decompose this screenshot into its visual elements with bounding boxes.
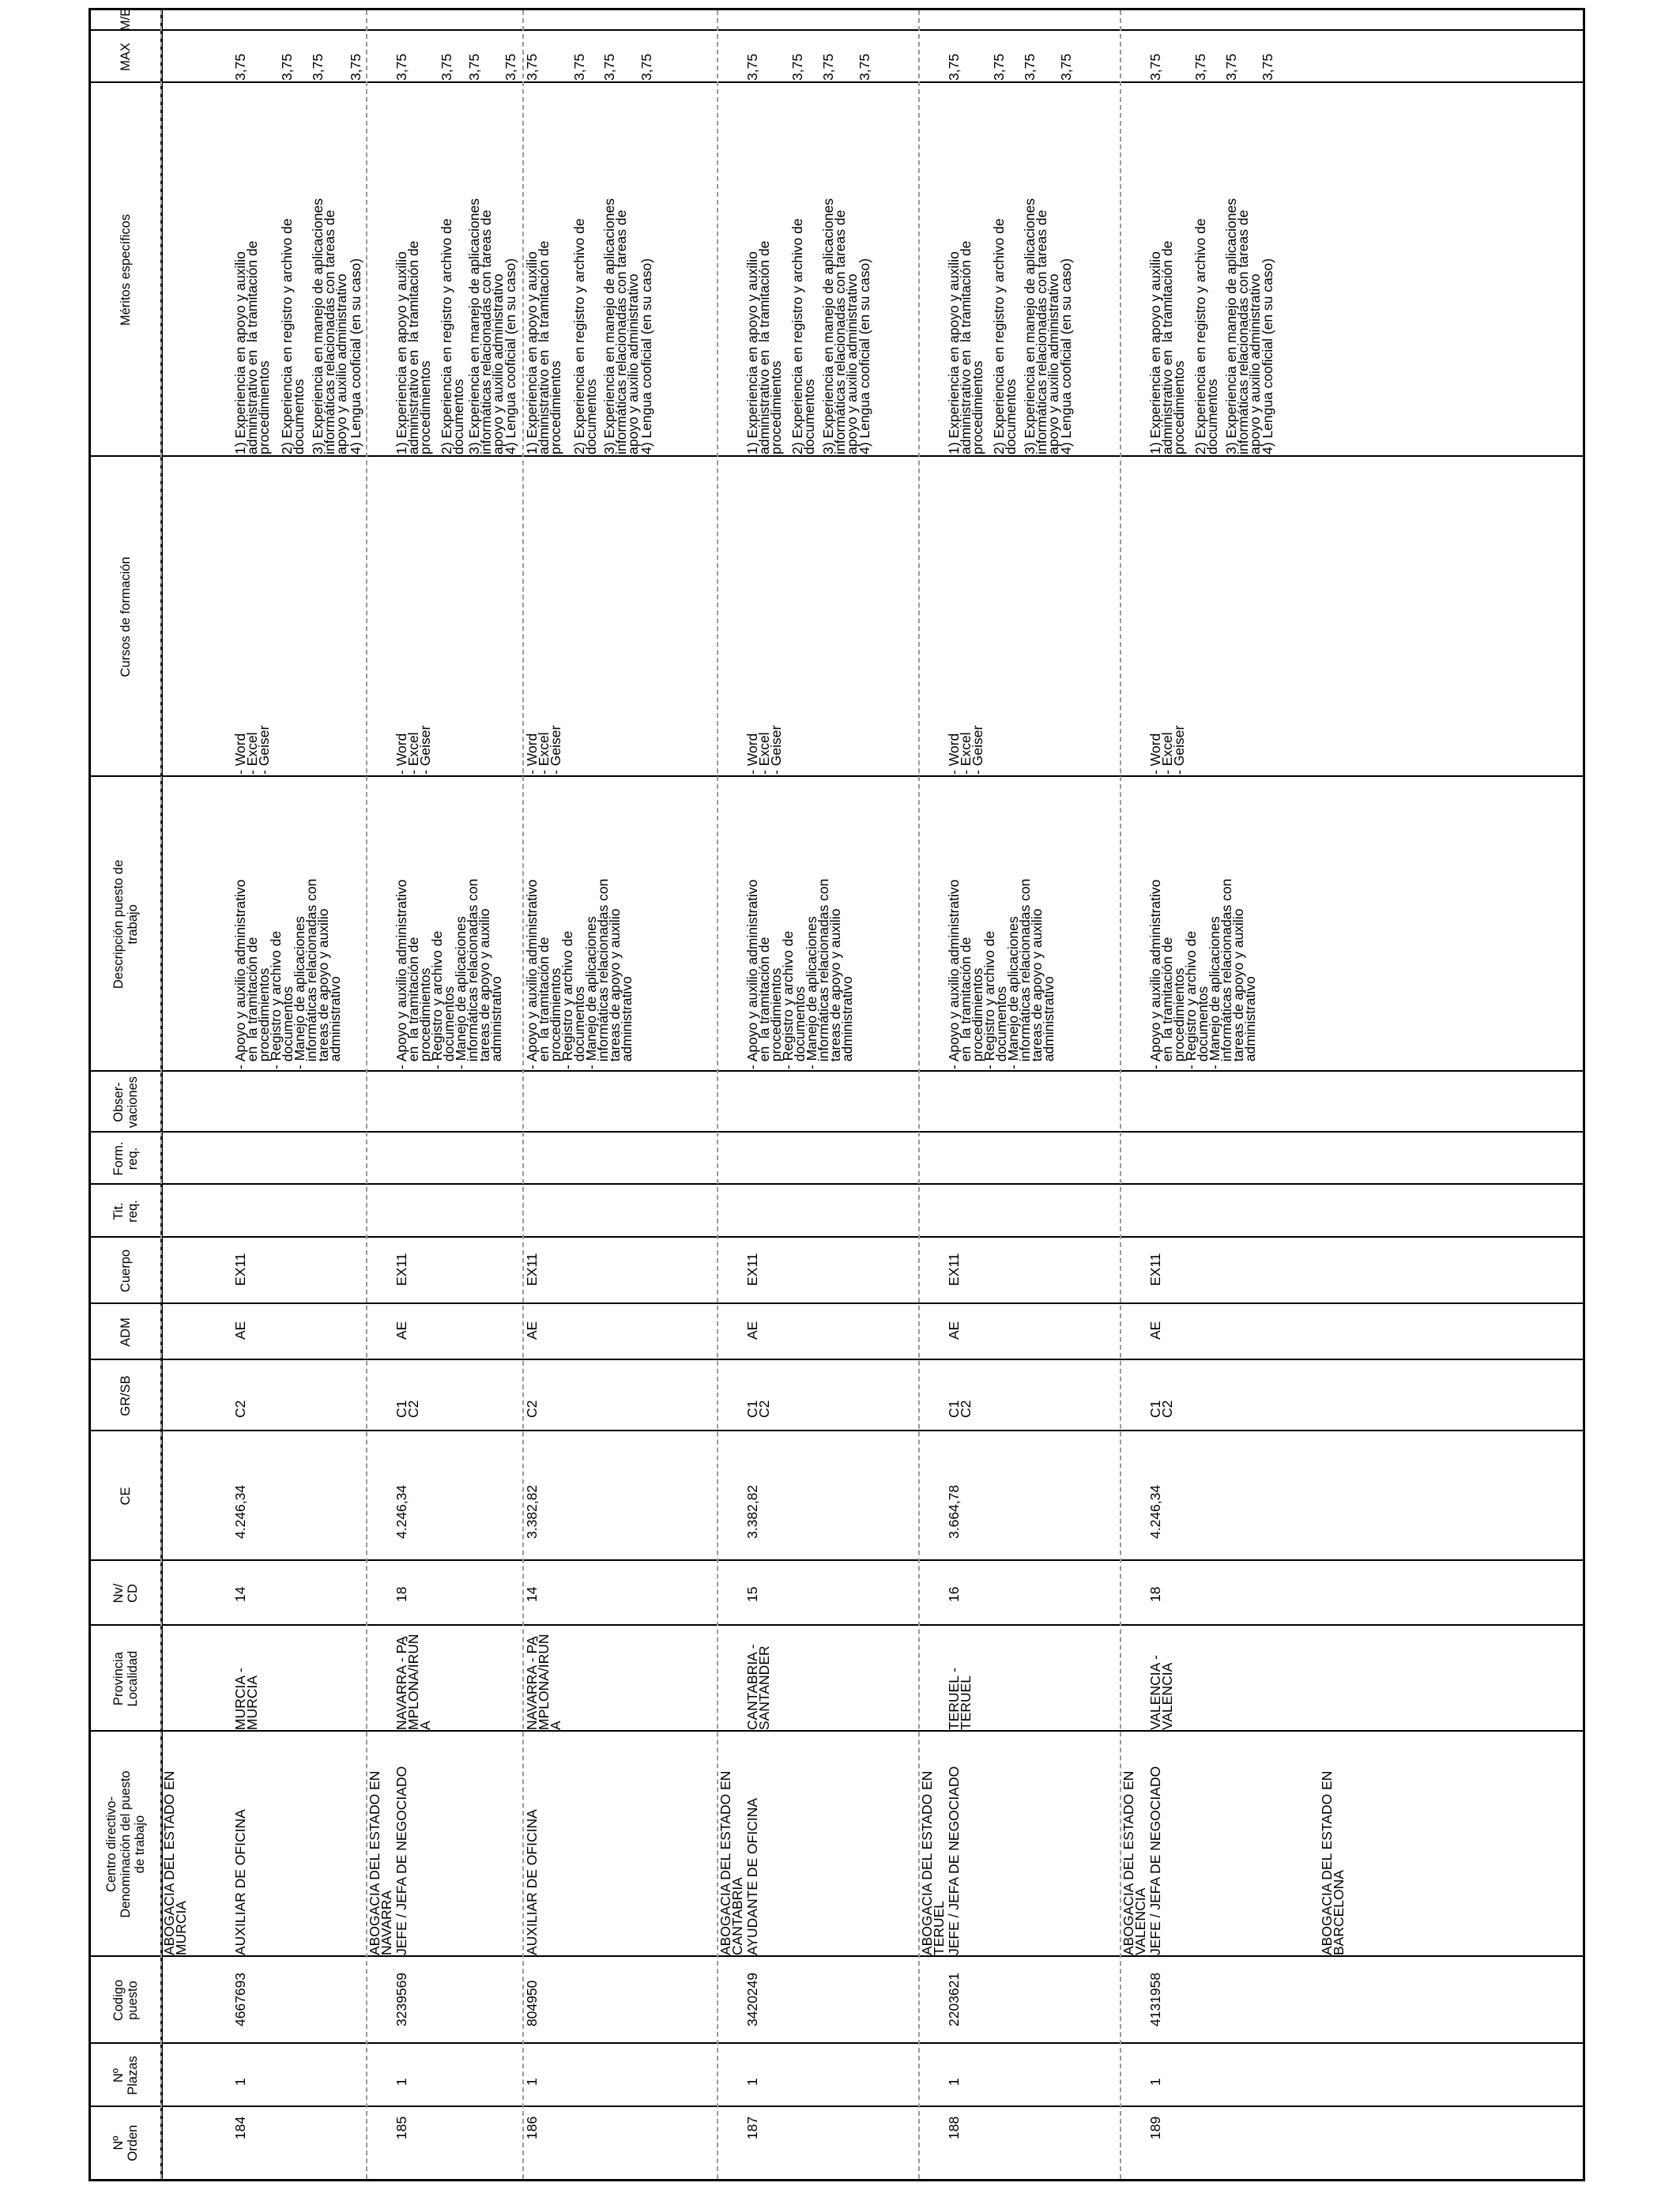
- centro-directivo-next: ABOGACIA DEL ESTADO EN BARCELONA: [1319, 1770, 1347, 1955]
- puesto: JEFE / JEFA DE NEGOCIADO: [946, 1766, 962, 1955]
- header-observaciones: Obser- vaciones: [111, 1076, 140, 1129]
- merito-3: 3) Experiencia en manejo de aplicaciones informáticas relacionadas con tareas de apoyo y auxilio administrativo: [466, 198, 506, 454]
- max-4: 3,75: [857, 53, 872, 81]
- max-2: 3,75: [279, 53, 295, 81]
- centro-directivo: ABOGACIA DEL ESTADO EN VALENCIA: [1121, 1770, 1148, 1955]
- nivel: 14: [524, 1586, 540, 1602]
- max-2: 3,75: [1192, 53, 1208, 81]
- max-3: 3,75: [601, 53, 617, 81]
- cursos: - Word - Excel - Geiser: [1147, 725, 1187, 775]
- max-2: 3,75: [789, 53, 805, 81]
- puesto: JEFE / JEFA DE NEGOCIADO: [394, 1766, 409, 1955]
- codigo-puesto: 4667693: [232, 1972, 248, 2026]
- plazas: 1: [232, 2078, 248, 2086]
- complemento-especifico: 3.664,78: [946, 1484, 962, 1539]
- merito-1: 1) Experiencia en apoyo y auxilio administrativo en la tramitación de procedimientos: [744, 240, 784, 454]
- max-3: 3,75: [310, 53, 326, 81]
- provincia: CANTABRIA - SANTANDER: [744, 1644, 772, 1730]
- header-meritos: Méritos específicos: [119, 213, 133, 326]
- header-max: MAX: [119, 43, 133, 71]
- provincia: NAVARRA - PA MPLONA/IRUÑ A: [394, 1634, 433, 1730]
- table-row: [160, 10, 366, 2179]
- grupo: C2: [232, 1400, 248, 1418]
- merito-4: 4) Lengua cooficial (en su caso): [638, 258, 654, 454]
- max-4: 3,75: [348, 53, 363, 81]
- descripcion: - Apoyo y auxilio administrativo en la tramitación de procedimientos - Registro y archivo de documentos - Manejo de aplicaciones informáticas relacionadas con tareas de apoyo y auxilio administrativo: [744, 878, 855, 1069]
- cuerpo: EX11: [394, 1253, 409, 1286]
- max-1: 3,75: [524, 53, 540, 81]
- table-row: [918, 10, 1120, 2179]
- positions-table: [89, 8, 1585, 2181]
- descripcion: - Apoyo y auxilio administrativo en la tramitación de procedimientos - Registro y archivo de documentos - Manejo de aplicaciones informáticas relacionadas con tareas de apoyo y auxilio administrativo: [524, 878, 635, 1069]
- merito-1: 1) Experiencia en apoyo y auxilio administrativo en la tramitación de procedimientos: [524, 240, 563, 454]
- centro-directivo: ABOGACIA DEL ESTADO EN MURCIA: [161, 1770, 189, 1955]
- merito-3: 3) Experiencia en manejo de aplicaciones informáticas relacionadas con tareas de apoyo y auxilio administrativo: [820, 198, 860, 454]
- codigo-puesto: 4131958: [1147, 1972, 1163, 2026]
- merito-1: 1) Experiencia en apoyo y auxilio administrativo en la tramitación de procedimientos: [946, 240, 985, 454]
- max-4: 3,75: [638, 53, 654, 81]
- table-row: [1120, 10, 1578, 2179]
- max-3: 3,75: [1223, 53, 1239, 81]
- max-4: 3,75: [1260, 53, 1275, 81]
- descripcion: - Apoyo y auxilio administrativo en la tramitación de procedimientos - Registro y archivo de documentos - Manejo de aplicaciones informáticas relacionadas con tareas de apoyo y auxilio administrativo: [946, 878, 1057, 1069]
- header-adm: ADM: [119, 1318, 133, 1347]
- header-provincia: Provincia Localidad: [111, 1650, 140, 1707]
- header-plazas: Nº Plazas: [111, 2056, 140, 2095]
- max-3: 3,75: [466, 53, 482, 81]
- header-codigo: Codigo puesto: [111, 1979, 140, 2022]
- merito-3: 3) Experiencia en manejo de aplicaciones informáticas relacionadas con tareas de apoyo y auxilio administrativo: [1022, 198, 1061, 454]
- merito-3: 3) Experiencia en manejo de aplicaciones informáticas relacionadas con tareas de apoyo y auxilio administrativo: [601, 198, 641, 454]
- merito-4: 4) Lengua cooficial (en su caso): [348, 258, 363, 454]
- plazas: 1: [744, 2078, 760, 2086]
- merito-2: 2) Experiencia en registro y archivo de documentos: [571, 218, 599, 454]
- max-2: 3,75: [571, 53, 587, 81]
- merito-2: 2) Experiencia en registro y archivo de documentos: [279, 218, 307, 454]
- codigo-puesto: 3420249: [744, 1972, 760, 2026]
- grupo: C2: [524, 1400, 540, 1418]
- adm: AE: [394, 1321, 409, 1340]
- table-row: [366, 10, 522, 2179]
- adm: AE: [232, 1321, 248, 1340]
- merito-1: 1) Experiencia en apoyo y auxilio administrativo en la tramitación de procedimientos: [394, 240, 433, 454]
- orden: 189: [1147, 2116, 1163, 2139]
- header-nivel: Nv/ CD: [111, 1583, 140, 1604]
- grupo: C1 C2: [744, 1400, 772, 1418]
- cursos: - Word - Excel - Geiser: [946, 725, 985, 775]
- cuerpo: EX11: [1147, 1253, 1163, 1286]
- nivel: 18: [1147, 1586, 1163, 1602]
- nivel: 18: [394, 1586, 409, 1602]
- descripcion: - Apoyo y auxilio administrativo en la tramitación de procedimientos - Registro y archivo de documentos - Manejo de aplicaciones informáticas relacionadas con tareas de apoyo y auxilio administrativo: [394, 878, 504, 1069]
- codigo-puesto: 3239569: [394, 1972, 409, 2026]
- descripcion: - Apoyo y auxilio administrativo en la tramitación de procedimientos - Registro y archivo de documentos - Manejo de aplicaciones informáticas relacionadas con tareas de apoyo y auxilio administrativo: [232, 878, 343, 1069]
- adm: AE: [524, 1321, 540, 1340]
- provincia: VALENCIA - VALENCIA: [1147, 1655, 1175, 1730]
- header-me: M/E: [119, 7, 133, 32]
- puesto: AYUDANTE DE OFICINA: [744, 1797, 760, 1955]
- plazas: 1: [1147, 2078, 1163, 2086]
- complemento-especifico: 3.382,82: [524, 1484, 540, 1539]
- complemento-especifico: 4.246,34: [232, 1484, 248, 1539]
- cursos: - Word - Excel - Geiser: [394, 725, 433, 775]
- codigo-puesto: 804950: [524, 1980, 540, 2026]
- plazas: 1: [946, 2078, 962, 2086]
- header-formacion: Form. req.: [111, 1141, 140, 1176]
- max-4: 3,75: [1058, 53, 1074, 81]
- merito-2: 2) Experiencia en registro y archivo de documentos: [439, 218, 466, 454]
- cuerpo: EX11: [232, 1253, 248, 1286]
- puesto: JEFE / JEFA DE NEGOCIADO: [1147, 1766, 1163, 1955]
- plazas: 1: [524, 2078, 540, 2086]
- cuerpo: EX11: [744, 1253, 760, 1286]
- max-3: 3,75: [820, 53, 836, 81]
- grupo: C1 C2: [946, 1400, 974, 1418]
- merito-4: 4) Lengua cooficial (en su caso): [857, 258, 872, 454]
- merito-4: 4) Lengua cooficial (en su caso): [1058, 258, 1074, 454]
- header-titulacion: Tit. req.: [111, 1200, 140, 1223]
- grupo: C1 C2: [1147, 1400, 1175, 1418]
- table-row: [522, 10, 717, 2179]
- cursos: - Word - Excel - Geiser: [524, 725, 563, 775]
- centro-directivo: ABOGACIA DEL ESTADO EN NAVARRA: [367, 1770, 394, 1955]
- header-orden: Nº Orden: [111, 2124, 140, 2162]
- merito-2: 2) Experiencia en registro y archivo de documentos: [1192, 218, 1220, 454]
- max-1: 3,75: [744, 53, 760, 81]
- merito-2: 2) Experiencia en registro y archivo de documentos: [991, 218, 1019, 454]
- orden: 187: [744, 2116, 760, 2139]
- orden: 185: [394, 2116, 409, 2139]
- max-2: 3,75: [991, 53, 1007, 81]
- header-grupo: GR/SB: [119, 1375, 133, 1416]
- cuerpo: EX11: [946, 1253, 962, 1286]
- adm: AE: [1147, 1321, 1163, 1340]
- grupo: C1 C2: [394, 1400, 421, 1418]
- nivel: 16: [946, 1586, 962, 1602]
- merito-4: 4) Lengua cooficial (en su caso): [1260, 258, 1275, 454]
- merito-4: 4) Lengua cooficial (en su caso): [503, 258, 518, 454]
- merito-2: 2) Experiencia en registro y archivo de documentos: [789, 218, 817, 454]
- complemento-especifico: 4.246,34: [394, 1484, 409, 1539]
- provincia: NAVARRA - PA MPLONA/IRUÑ A: [524, 1634, 563, 1730]
- max-1: 3,75: [946, 53, 962, 81]
- nivel: 14: [232, 1586, 248, 1602]
- max-1: 3,75: [232, 53, 248, 81]
- complemento-especifico: 3.382,82: [744, 1484, 760, 1539]
- max-1: 3,75: [1147, 53, 1163, 81]
- provincia: TERUEL - TERUEL: [946, 1667, 974, 1730]
- max-1: 3,75: [394, 53, 409, 81]
- header-descripcion: Descripción puesto de trabajo: [111, 859, 140, 990]
- header-cursos: Cursos de formación: [119, 556, 133, 677]
- merito-1: 1) Experiencia en apoyo y auxilio administrativo en la tramitación de procedimientos: [1147, 240, 1187, 454]
- centro-directivo: ABOGACIA DEL ESTADO EN TERUEL: [919, 1770, 947, 1955]
- nivel: 15: [744, 1586, 760, 1602]
- merito-1: 1) Experiencia en apoyo y auxilio administrativo en la tramitación de procedimientos: [232, 240, 272, 454]
- merito-3: 3) Experiencia en manejo de aplicaciones informáticas relacionadas con tareas de apoyo y auxilio administrativo: [1223, 198, 1263, 454]
- codigo-puesto: 2203621: [946, 1972, 962, 2026]
- complemento-especifico: 4.246,34: [1147, 1484, 1163, 1539]
- header-ce: CE: [119, 1487, 133, 1506]
- header-centro: Centro directivo- Denominación del puesto de trabajo: [104, 1770, 147, 1918]
- cursos: - Word - Excel - Geiser: [744, 725, 784, 775]
- adm: AE: [946, 1321, 962, 1340]
- merito-3: 3) Experiencia en manejo de aplicaciones informáticas relacionadas con tareas de apoyo y auxilio administrativo: [310, 198, 349, 454]
- plazas: 1: [394, 2078, 409, 2086]
- max-4: 3,75: [503, 53, 518, 81]
- cuerpo: EX11: [524, 1253, 540, 1286]
- orden: 188: [946, 2116, 962, 2139]
- cursos: - Word - Excel - Geiser: [232, 725, 272, 775]
- orden: 186: [524, 2116, 540, 2139]
- max-3: 3,75: [1022, 53, 1038, 81]
- provincia: MURCIA - MURCIA: [232, 1668, 260, 1730]
- max-2: 3,75: [439, 53, 454, 81]
- puesto: AUXILIAR DE OFICINA: [524, 1809, 540, 1955]
- centro-directivo: ABOGACIA DEL ESTADO EN CANTABRIA: [718, 1770, 745, 1955]
- puesto: AUXILIAR DE OFICINA: [232, 1809, 248, 1955]
- header-cuerpo: Cuerpo: [119, 1249, 133, 1293]
- table-row: [717, 10, 918, 2179]
- adm: AE: [744, 1321, 760, 1340]
- orden: 184: [232, 2116, 248, 2139]
- descripcion: - Apoyo y auxilio administrativo en la tramitación de procedimientos - Registro y archivo de documentos - Manejo de aplicaciones informáticas relacionadas con tareas de apoyo y auxilio administrativo: [1147, 878, 1258, 1069]
